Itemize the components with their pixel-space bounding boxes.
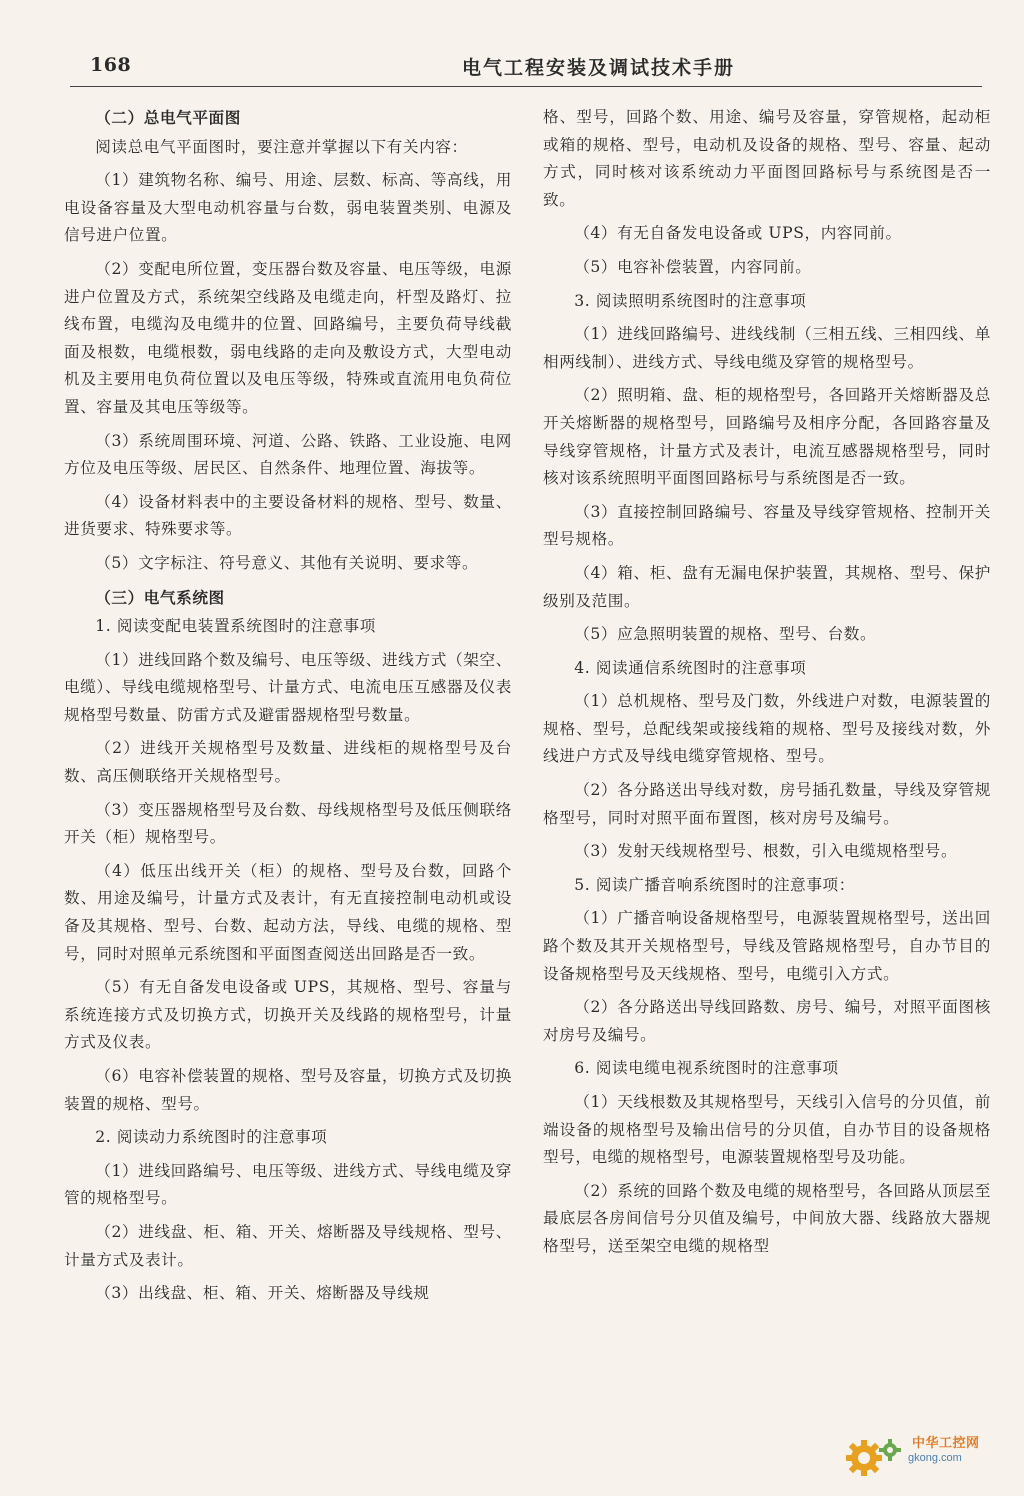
- paragraph: （2）照明箱、盘、柜的规格型号，各回路开关熔断器及总开关熔断器的规格型号，回路编号及相序分配，各回路容量及导线穿管规格，计量方式及表计，电流互感器规格型号，同时核对该系统照明平面图回路标号与系统图是否一致。: [543, 386, 991, 488]
- paragraph: 阅读总电气平面图时，要注意并掌握以下有关内容：: [95, 137, 468, 156]
- paragraph: （2）系统的回路个数及电缆的规格型号，各回路从顶层至最底层各房间信号分贝值及编号，中间放大器、线路放大器规格型号，送至架空电缆的规格型: [543, 1181, 991, 1255]
- paragraph: （4）有无自备发电设备或 UPS，内容同前。: [574, 224, 902, 243]
- paragraph: （2）各分路送出导线对数，房号插孔数量，导线及穿管规格型号，同时对照平面布置图，核对房号及编号。: [543, 781, 991, 827]
- paragraph: （1）广播音响设备规格型号，电源装置规格型号，送出回路个数及其开关规格型号，导线及管路规格型号，自办节目的设备规格型号及天线规格、型号，电缆引入方式。: [543, 909, 991, 983]
- paragraph: （3）系统周围环境、河道、公路、铁路、工业设施、电网方位及电压等级、居民区、自然条件、地理位置、海拔等。: [64, 431, 512, 478]
- paragraph: 5. 阅读广播音响系统图时的注意事项：: [574, 875, 855, 894]
- section-heading: （三）电气系统图: [95, 587, 225, 607]
- paragraph: 6. 阅读电缆电视系统图时的注意事项: [574, 1059, 839, 1078]
- left-column: [64, 104, 512, 1314]
- watermark-logo: [842, 1416, 992, 1486]
- paragraph: （1）进线回路编号、进线线制（三相五线、三相四线、单相两线制）、进线方式、导线电缆及穿管的规格型号。: [543, 325, 991, 371]
- paragraph: （3）变压器规格型号及台数、母线规格型号及低压侧联络开关（柜）规格型号。: [64, 800, 512, 847]
- paragraph: （1）总机规格、型号及门数，外线进户对数，电源装置的规格、型号，总配线架或接线箱的规格、型号及接线对数，外线进户方式及导线电缆穿管规格、型号。: [543, 692, 991, 766]
- book-title: 电气工程安装及调试技术手册: [462, 57, 736, 79]
- paragraph: （5）文字标注、符号意义、其他有关说明、要求等。: [95, 553, 479, 572]
- paragraph: （5）电容补偿装置，内容同前。: [574, 257, 812, 276]
- paragraph: 1. 阅读变配电装置系统图时的注意事项: [95, 617, 376, 636]
- watermark-domain: gkong.com: [908, 1452, 962, 1464]
- paragraph: （5）应急照明装置的规格、型号、台数。: [574, 625, 877, 644]
- paragraph: （1）进线回路个数及编号、电压等级、进线方式（架空、电缆）、导线电缆规格型号、计量方式、电流电压互感器及仪表规格型号数量、防雷方式及避雷器规格型号数量。: [64, 650, 512, 724]
- paragraph: （1）建筑物名称、编号、用途、层数、标高、等高线，用电设备容量及大型电动机容量与台数，弱电装置类别、电源及信号进户位置。: [64, 171, 512, 245]
- section-heading: （二）总电气平面图: [95, 108, 241, 127]
- paragraph: （2）变配电所位置，变压器台数及容量、电压等级，电源进户位置及方式，系统架空线路及电缆走向，杆型及路灯、拉线布置，电缆沟及电缆井的位置、回路编号，主要负荷导线截面及根数，电缆根数，弱电线路的走向及敷设方式，大型电动机及主要用电负荷位置以及电压等级，特殊或直流用电负荷位置、容量及其电压等级等。: [64, 259, 512, 416]
- paragraph: 2. 阅读动力系统图时的注意事项: [95, 1128, 328, 1147]
- right-column: [543, 104, 991, 1267]
- paragraph: （4）设备材料表中的主要设备材料的规格、型号、数量、进货要求、特殊要求等。: [64, 492, 512, 539]
- paragraph: （5）有无自备发电设备或 UPS，其规格、型号、容量与系统连接方式及切换方式，切换开关及线路的规格型号，计量方式及仪表。: [64, 978, 512, 1052]
- paragraph: （6）电容补偿装置的规格、型号及容量，切换方式及切换装置的规格、型号。: [64, 1067, 512, 1113]
- paragraph: （4）低压出线开关（柜）的规格、型号及台数，回路个数、用途及编号，计量方式及表计，有无直接控制电动机或设备及其规格、型号、台数、起动方法，导线、电缆的规格、型号，同时对照单元系统图和平面图查阅送出回路是否一致。: [64, 861, 512, 963]
- paragraph: （4）箱、柜、盘有无漏电保护装置，其规格、型号、保护级别及范围。: [543, 563, 991, 610]
- paragraph: （1）进线回路编号、电压等级、进线方式、导线电缆及穿管的规格型号。: [64, 1161, 512, 1208]
- paragraph: 4. 阅读通信系统图时的注意事项: [574, 658, 807, 677]
- paragraph-continuation: 格、型号，回路个数、用途、编号及容量，穿管规格，起动柜或箱的规格、型号，电动机及设备的规格、型号、容量、起动方式，同时核对该系统动力平面图回路标号与系统图是否一致。: [543, 108, 991, 209]
- paragraph: （1）天线根数及其规格型号，天线引入信号的分贝值，前端设备的规格型号及输出信号的分贝值，自办节目的设备规格型号，电缆的规格型号，电源装置规格型号及功能。: [543, 1093, 991, 1167]
- paragraph: （3）直接控制回路编号、容量及导线穿管规格、控制开关型号规格。: [543, 502, 991, 549]
- paragraph: 3. 阅读照明系统图时的注意事项: [574, 291, 807, 310]
- watermark-site-name: 中华工控网: [912, 1435, 980, 1450]
- paragraph: （3）出线盘、柜、箱、开关、熔断器及导线规: [95, 1284, 430, 1303]
- paragraph: （2）进线盘、柜、箱、开关、熔断器及导线规格、型号、计量方式及表计。: [64, 1222, 512, 1269]
- paragraph: （2）进线开关规格型号及数量、进线柜的规格型号及台数、高压侧联络开关规格型号。: [64, 739, 512, 786]
- page-number: 168: [90, 54, 132, 76]
- paragraph: （2）各分路送出导线回路数、房号、编号，对照平面图核对房号及编号。: [543, 998, 991, 1044]
- gear-icon: [842, 1428, 906, 1484]
- paragraph: （3）发射天线规格型号、根数，引入电缆规格型号。: [574, 842, 958, 861]
- page-header: [70, 40, 982, 87]
